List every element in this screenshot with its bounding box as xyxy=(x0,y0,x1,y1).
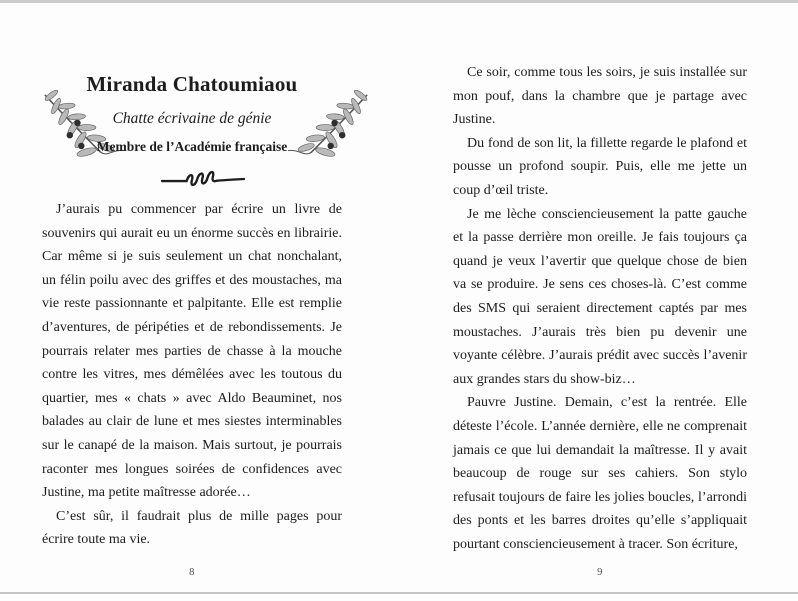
paragraph: Je me lèche consciencieusement la patte gauche et la passe derrière mon oreille. Je fais toujours ça quand je veux l’avertir que quelque chose de bien va se produire. Je sens ces choses-là. C’est comme des SMS qui seraient directement captés par mes moustaches. J’aurais très bien pu devenir une voyante célèbre. J’aurais prédit avec succès l’avenir aux grandes stars du show-biz… xyxy=(453,206,747,387)
paragraph: Ce soir, comme tous les soirs, je suis installée sur mon pouf, dans la chambre que je partage avec Justine. xyxy=(453,65,747,128)
left-page-text xyxy=(42,198,342,552)
paragraph: C’est sûr, il faudrait plus de mille pages pour écrire toute ma vie. xyxy=(42,508,342,548)
right-page xyxy=(453,0,747,601)
right-page-text xyxy=(453,61,747,556)
paragraph: Pauvre Justine. Demain, c’est la rentrée. Elle déteste l’école. L’année dernière, elle ne comprenait jamais ce que lui demandait la maîtresse. Il y avait beaucoup de rouge sur ses cahiers. Son stylo refusait toujours de faire les jolies boucles, l’arrondi des ponts et les barres droites qu’elle s’appliquait pourtant consciencieusement à tracer. Son écriture, xyxy=(453,395,747,552)
left-page xyxy=(42,0,342,601)
author-role: Chatte écrivaine de génie xyxy=(112,110,272,127)
author-name: Miranda Chatoumiaou xyxy=(86,72,298,96)
divider-flourish-icon xyxy=(160,170,246,188)
paragraph: J’aurais pu commencer par écrire un livre de souvenirs qui aurait eu un énorme succès en librairie. Car même si je suis seulement un chat nonchalant, un félin poilu avec des griffes et des moustaches, ma vie reste passionnante et palpitante. Elle est remplie d’aventures, de péripéties et de rebondissements. Je pourrais relater mes parties de chasse à la mouche contre les vitres, mes démêlées avec les toutous du quartier, mes « chats » avec Aldo Beauminet, nos balades au clair de lune et mes siestes interminables sur le canapé de la maison. Mais surtout, je pourrais raconter mes longues soirées de confidences avec Justine, ma petite maîtresse adorée… xyxy=(42,202,342,501)
page-number-right: 9 xyxy=(597,567,603,578)
author-membership: Membre de l’Académie française xyxy=(96,139,288,154)
bottom-rule xyxy=(0,592,798,594)
page-number-left: 8 xyxy=(189,567,195,578)
paragraph: Du fond de son lit, la fillette regarde le plafond et pousse un profond soupir. Puis, elle me jette un coup d’œil triste. xyxy=(453,135,747,198)
